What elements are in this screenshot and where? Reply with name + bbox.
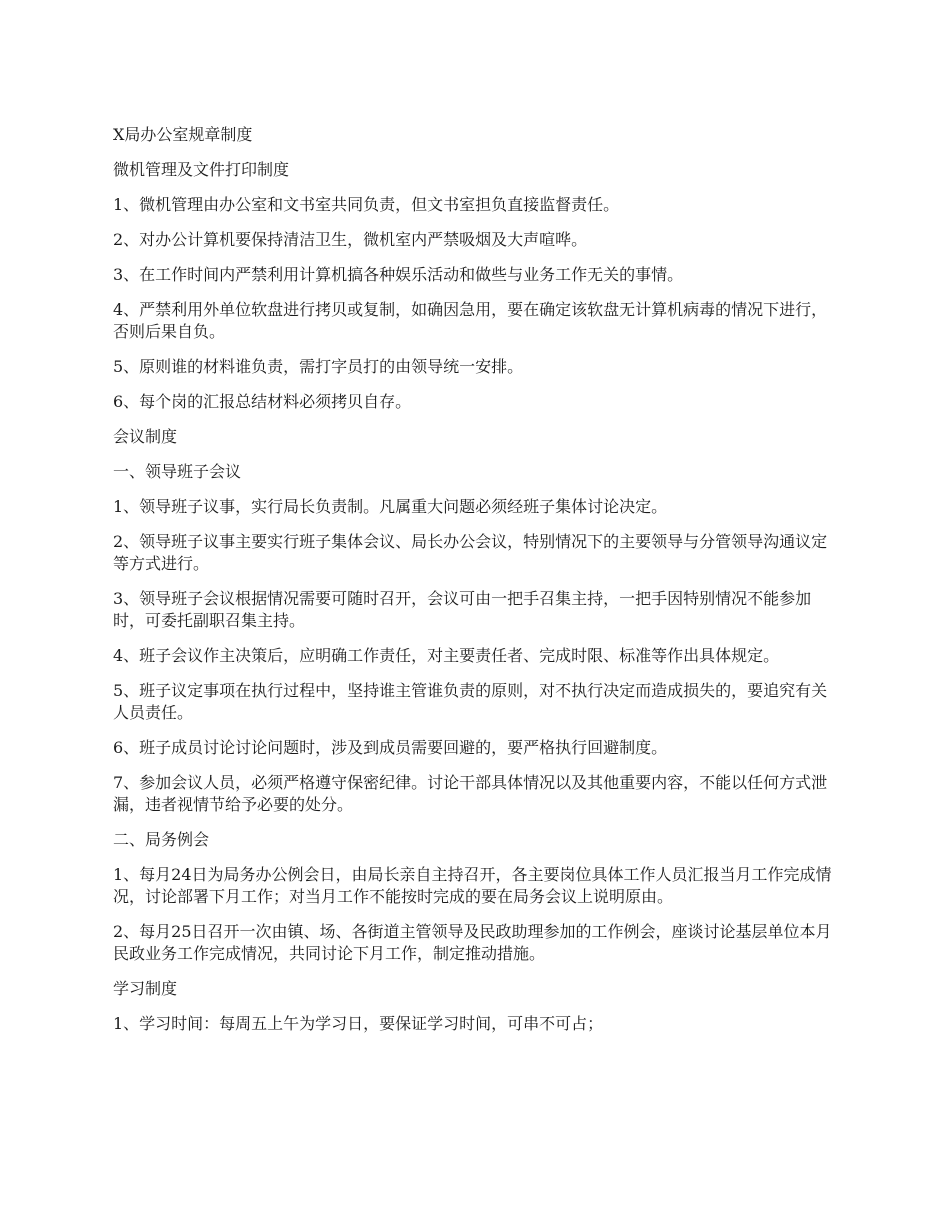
paragraph: 1、微机管理由办公室和文书室共同负责，但文书室担负直接监督责任。	[113, 195, 620, 214]
paragraph: 5、班子议定事项在执行过程中，坚持谁主管谁负责的原则，对不执行决定而造成损失的，要追究有关人员责任。	[113, 681, 828, 722]
paragraph: 6、班子成员讨论讨论问题时，涉及到成员需要回避的，要严格执行回避制度。	[113, 738, 668, 757]
paragraph: 4、班子会议作主决策后，应明确工作责任，对主要责任者、完成时限、标准等作出具体规定。	[113, 646, 780, 665]
document-body	[113, 124, 843, 1048]
paragraph: 1、领导班子议事，实行局长负责制。凡属重大问题必须经班子集体讨论决定。	[113, 497, 668, 516]
section-heading-computer: 微机管理及文件打印制度	[113, 160, 290, 179]
paragraph: 2、领导班子议事主要实行班子集体会议、局长办公会议，特别情况下的主要领导与分管领导沟通议定等方式进行。	[113, 532, 828, 573]
paragraph: 2、每月25日召开一次由镇、场、各街道主管领导及民政助理参加的工作例会，座谈讨论基层单位本月民政业务工作完成情况，共同讨论下月工作，制定推动措施。	[113, 922, 832, 963]
section-heading-meeting: 会议制度	[113, 427, 178, 446]
paragraph: 1、每月24日为局务办公例会日，由局长亲自主持召开，各主要岗位具体工作人员汇报当月工作完成情况，讨论部署下月工作；对当月工作不能按时完成的要在局务会议上说明原由。	[113, 865, 832, 906]
paragraph: 3、在工作时间内严禁利用计算机搞各种娱乐活动和做些与业务工作无关的事情。	[113, 265, 684, 284]
paragraph: 2、对办公计算机要保持清洁卫生，微机室内严禁吸烟及大声喧哗。	[113, 230, 588, 249]
paragraph: 4、严禁利用外单位软盘进行拷贝或复制，如确因急用，要在确定该软盘无计算机病毒的情况下进行，否则后果自负。	[113, 300, 828, 341]
paragraph: 6、每个岗的汇报总结材料必须拷贝自存。	[113, 392, 412, 411]
paragraph: 7、参加会议人员，必须严格遵守保密纪律。讨论干部具体情况以及其他重要内容，不能以任何方式泄漏，违者视情节给予必要的处分。	[113, 773, 828, 814]
document-title: X局办公室规章制度	[113, 125, 253, 144]
subsection-heading-bureau-meeting: 二、局务例会	[113, 830, 210, 849]
subsection-heading-leadership: 一、领导班子会议	[113, 462, 242, 481]
section-heading-study: 学习制度	[113, 979, 178, 998]
paragraph: 1、学习时间：每周五上午为学习日，要保证学习时间，可串不可占；	[113, 1014, 604, 1033]
paragraph: 3、领导班子会议根据情况需要可随时召开，会议可由一把手召集主持，一把手因特别情况不能参加时，可委托副职召集主持。	[113, 589, 812, 630]
paragraph: 5、原则谁的材料谁负责，需打字员打的由领导统一安排。	[113, 357, 524, 376]
